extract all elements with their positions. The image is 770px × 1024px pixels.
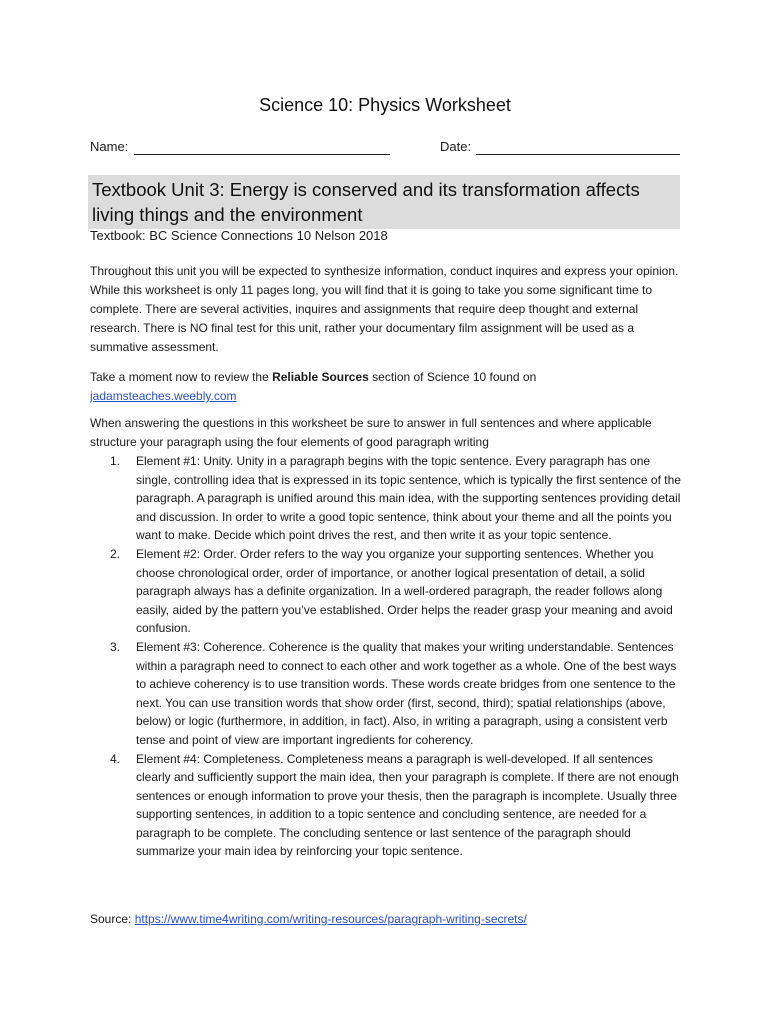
list-item-text: Element #1: Unity. Unity in a paragraph begins with the topic sentence. Every paragraph has one single, controlling idea that is expressed in its topic sentence, which is typically the first sentence of the paragraph. A paragraph is unified around this main idea, with the supporting sentences providing detail and discussion. In order to write a good topic sentence, think about your theme and all the points you want to make. Decide which point drives the rest, and then write it as your topic sentence. xyxy=(136,454,681,543)
list-number: 1. xyxy=(110,454,121,468)
source-line xyxy=(90,912,527,926)
list-item xyxy=(90,750,685,862)
list-number: 3. xyxy=(110,639,121,654)
textbook-reference: Textbook: BC Science Connections 10 Nelson 2018 xyxy=(90,228,388,243)
list-item-text: Element #3: Coherence. Coherence is the quality that makes your writing understandable. Sentences within a paragraph need to connect to each other and work together as a whole. One of the best ways to achieve coherency is to use transition words. These words create bridges from one sentence to the next. You can use transition words that show order (first, second, third); spatial relationships (above, below) or logic (furthermore, in addition, in fact). Also, in writing a paragraph, using a consistent verb tense and point of view are important ingredients for coherency. xyxy=(136,639,677,747)
name-label: Name: xyxy=(90,139,129,154)
date-blank-line xyxy=(476,154,680,155)
list-number: 4. xyxy=(110,751,121,766)
review-paragraph xyxy=(90,368,685,406)
source-link[interactable]: https://www.time4writing.com/writing-resources/paragraph-writing-secrets/ xyxy=(134,912,527,926)
date-label: Date: xyxy=(440,139,472,154)
review-text-after: section of Science 10 found on xyxy=(368,370,537,384)
intro-paragraph: Throughout this unit you will be expected to synthesize information, conduct inquires and express your opinion. While this worksheet is only 11 pages long, you will find that it is going to take you some significant time to complete. There are several activities, inquires and assignments that require deep thought and external research. There is NO final test for this unit, rather your documentary film assignment will be used as a summative assessment. xyxy=(90,264,679,354)
worksheet-title: Science 10: Physics Worksheet xyxy=(259,95,511,115)
source-label: Source: xyxy=(90,912,135,926)
review-text-before: Take a moment now to review the xyxy=(90,370,273,384)
answering-paragraph: When answering the questions in this worksheet be sure to answer in full sentences and where applicable structure your paragraph using the four elements of good paragraph writing xyxy=(90,416,652,449)
unit-heading: Textbook Unit 3: Energy is conserved and its transformation affects living things and the environment xyxy=(88,175,680,229)
list-item xyxy=(90,545,685,638)
list-item-text: Element #4: Completeness. Completeness means a paragraph is well-developed. If all sentences clearly and sufficiently support the main idea, then your paragraph is complete. If there are not enough sentences or enough information to prove your thesis, then the paragraph is incomplete. Usually three supporting sentences, in addition to a topic sentence and concluding sentence, are needed for a paragraph to be complete. The concluding sentence or last sentence of the paragraph should summarize your main idea by reinforcing your topic sentence. xyxy=(136,751,679,859)
list-item xyxy=(90,638,685,750)
name-blank-line xyxy=(134,154,390,155)
list-item xyxy=(90,452,685,545)
paragraph-elements-list xyxy=(90,452,685,861)
name-date-row xyxy=(90,139,682,159)
list-item-text: Element #2: Order. Order refers to the way you organize your supporting sentences. Whether you choose chronological order, order of importance, or another logical presentation of detail, a solid paragraph always has a definite organization. In a well-ordered paragraph, the reader follows along easily, aided by the pattern you’ve established. Order helps the reader grasp your meaning and avoid confusion. xyxy=(136,546,673,636)
list-number: 2. xyxy=(110,546,121,561)
reliable-sources-bold: Reliable Sources xyxy=(272,370,369,384)
weebly-link[interactable]: jadamsteaches.weebly.com xyxy=(90,389,237,403)
